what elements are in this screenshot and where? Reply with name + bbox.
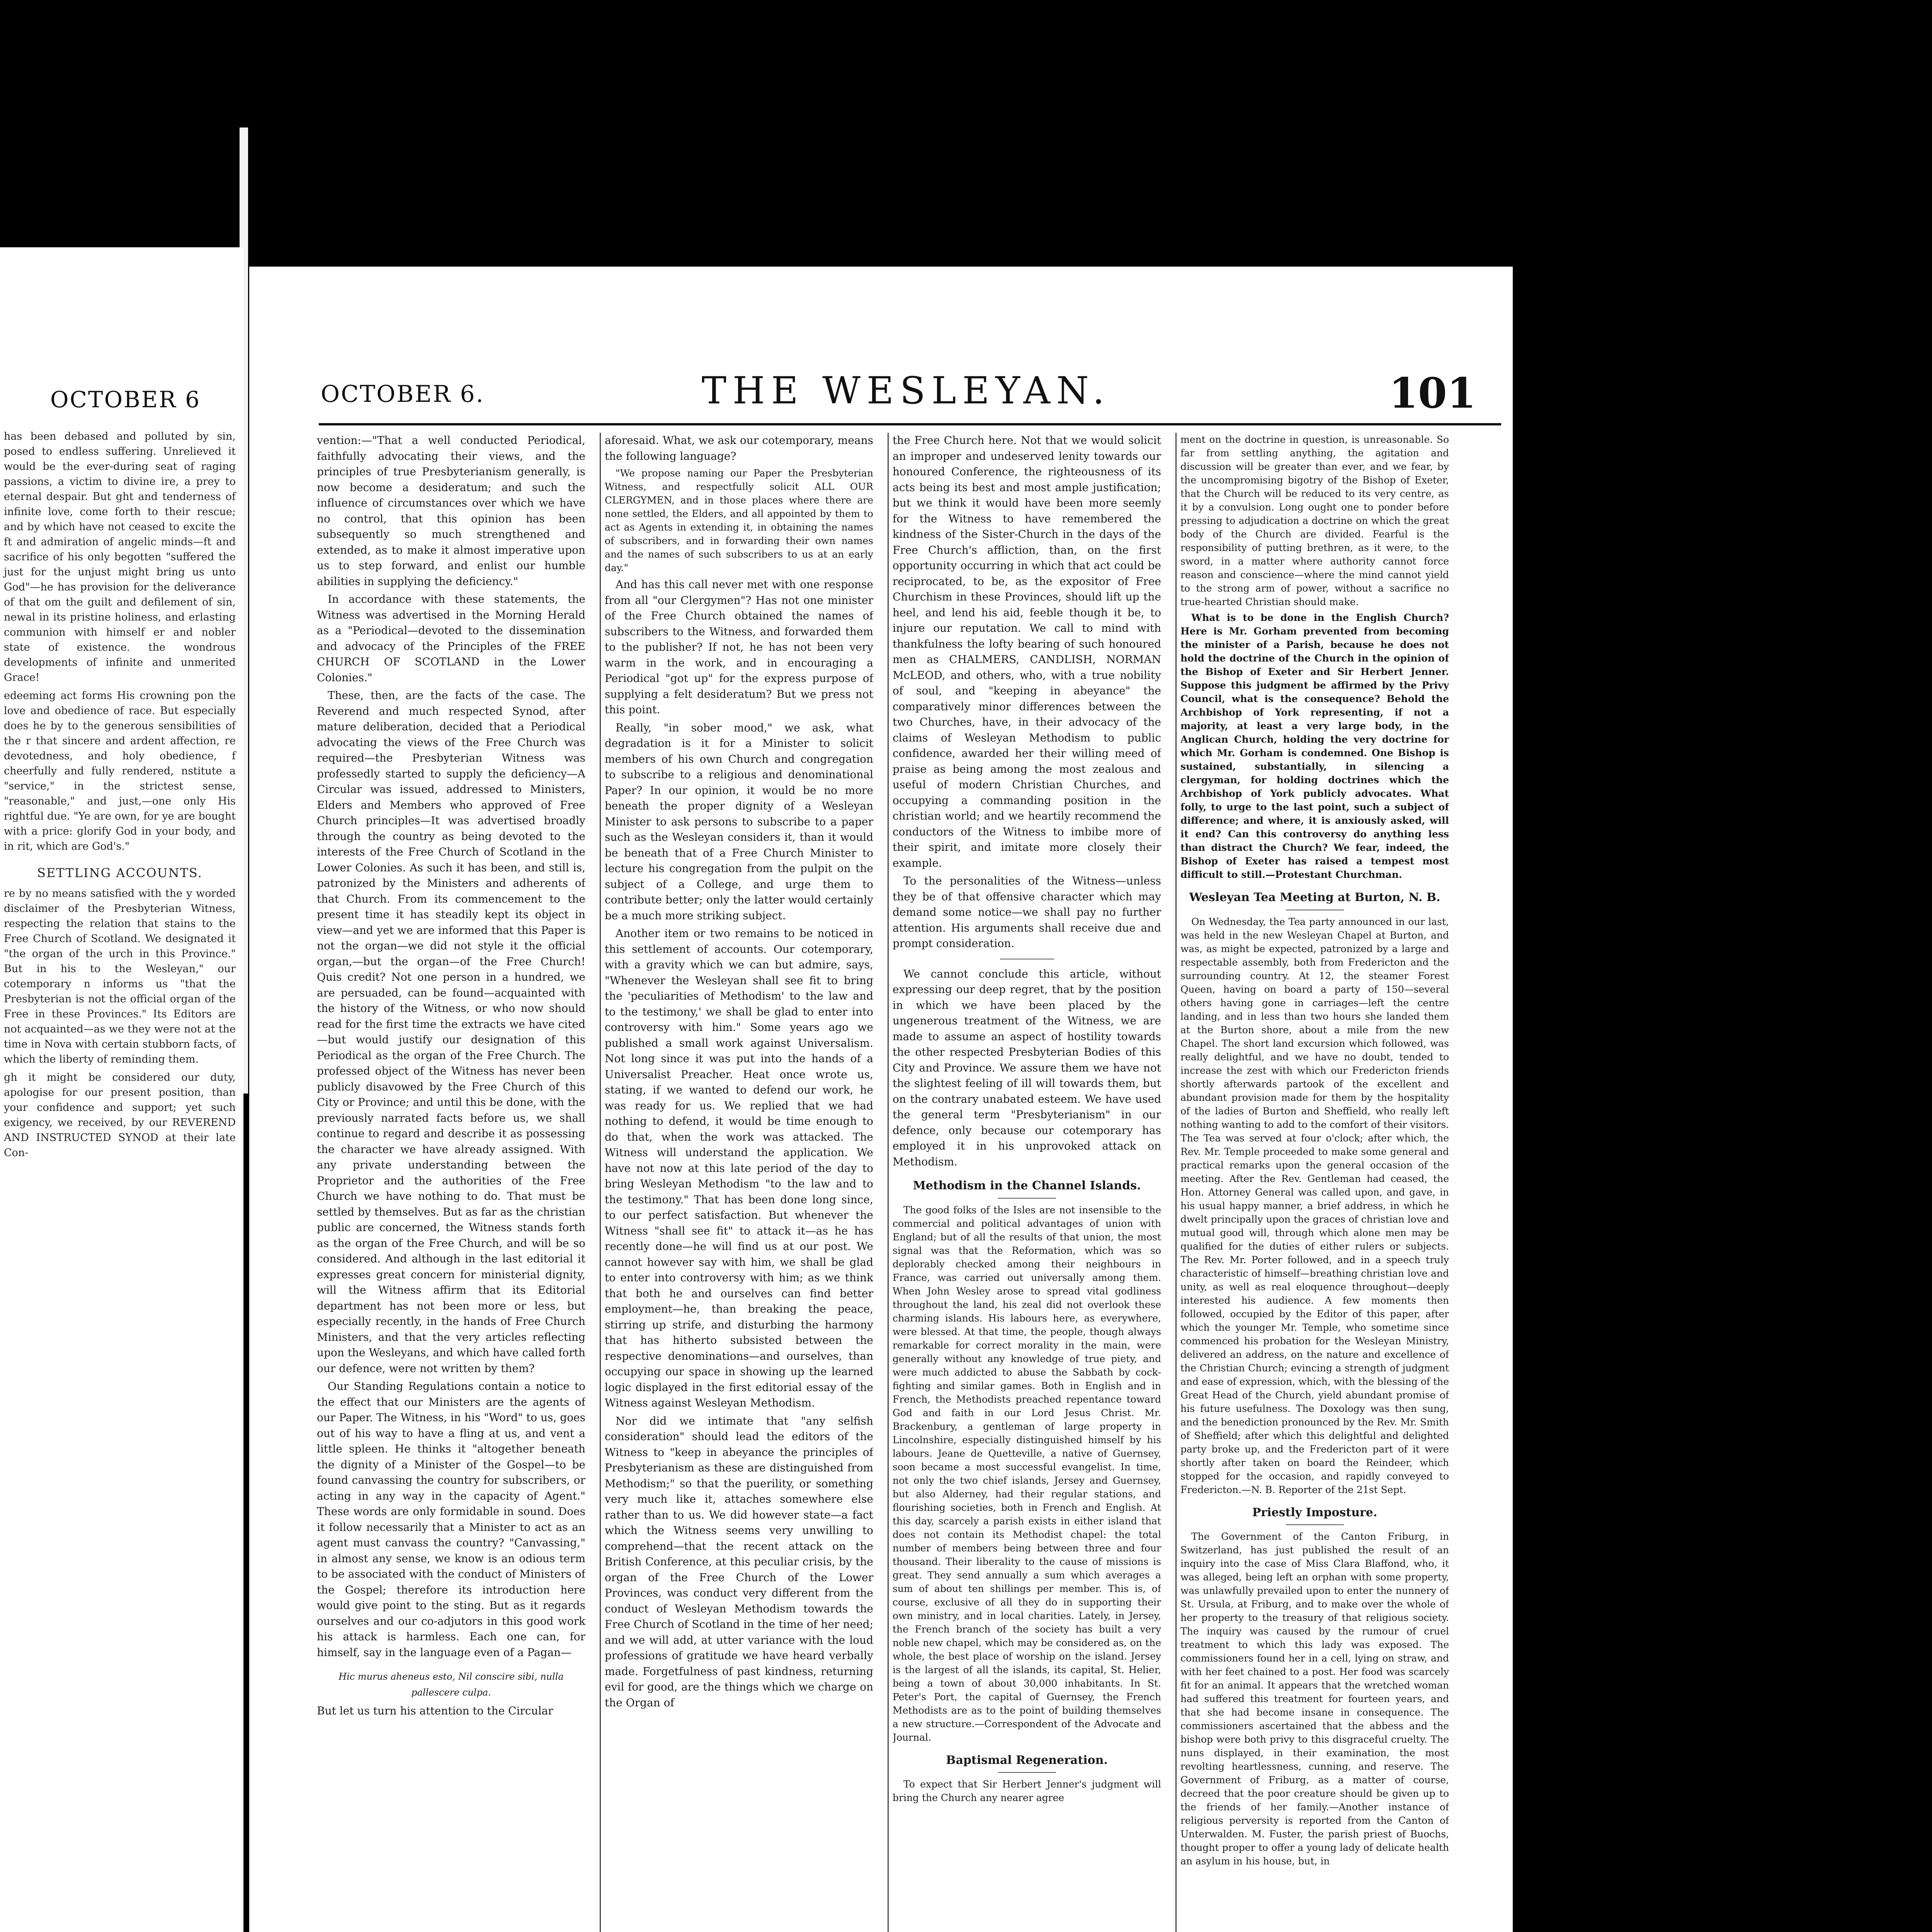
article-heading: Priestly Imposture. — [1180, 1505, 1449, 1526]
facing-page-body — [4, 429, 236, 1163]
masthead — [321, 369, 1492, 418]
article-paragraph: Really, "in sober mood," we ask, what degradation is it for a Minister to solicit members of his own Church and congregation to subscribe to a religious and denominational Paper? In our opinion, it would be no more beneath the proper dignity of a Wesleyan Minister to ask persons to subscribe to a paper such as the Wesleyan considers it, than it would be beneath that of a Free Church Minister to lecture his congregation from the pulpit on the subject of a College, and urge them to contribute better; only the latter would certainly be a much more striking subject. — [605, 721, 873, 922]
article-paragraph: To the personalities of the Witness—unless they be of that offensive character which may demand some notice—we shall pay no further attention. His arguments shall receive due and prompt consideration. — [893, 874, 1161, 950]
newspaper-title: THE WESLEYAN. — [701, 369, 1111, 412]
masthead-rule — [319, 423, 1501, 425]
facing-page-header: OCTOBER 6 — [50, 386, 201, 413]
article-paragraph: Another item or two remains to be noticed in this settlement of accounts. Our cotemporary, with a gravity which we can but admire, says, "Whenever the Wesleyan shall see fit to bring the 'peculiarities of Methodism' to the law and to the testimony,' we shall be glad to enter into controversy with him." Some years ago we published a small work against Universalism. Not long since it was put into the hands of a Universalist Preacher. Heat once wrote us, stating, if we wanted to defend our work, he was ready for us. We replied that we had nothing to defend, it would be time enough to do that, when the work was attacked. The Witness will understand the application. We have not now at this late period of the day to bring Wesleyan Methodism "to the law and to the testimony." That has been done long since, to our perfect satisfaction. But whenever the Witness "shall see fit" to attack it—as he has recently done—he will find us at our post. We cannot however say with him, we shall be glad to enter into controversy with him; as we think that both he and ourselves can find better employment—he, than breaking the peace, stirring up strife, and disturbing the harmony that has hitherto subsisted between the respective denominations—and ourselves, than occupying our space in showing up the learned logic displayed in the first editorial essay of the Witness against Wesleyan Methodism. — [605, 927, 873, 1409]
column-4 — [1180, 433, 1449, 1932]
newspaper-page — [249, 267, 1513, 1932]
article-heading: Wesleyan Tea Meeting at Burton, N. B. — [1180, 890, 1449, 910]
facing-page-section-heading: SETTLING ACCOUNTS. — [37, 866, 202, 880]
article-paragraph: And has this call never met with one response from all "our Clergymen"? Has not one minister of the Free Church obtained the names of subscribers to the Witness, and forwarded them to the publisher? If not, he has not been very warm in the work, and in encouraging a Periodical "got up" for the express purpose of supplying a felt desideratum? But we press not this point. — [605, 578, 873, 716]
article-paragraph: Our Standing Regulations contain a notice to the effect that our Ministers are the agents of our Paper. The Witness, in his "Word" to us, goes out of his way to have a fling at us, and vent a little spleen. He thinks it "altogether beneath the dignity of a Minister of the Gospel—to be found canvassing the country for subscribers, or acting in any way in the capacity of Agent." These words are only formidable in sound. Does it follow necessarily that a Minister to act as an agent must canvass the country? "Canvassing," in almost any sense, we know is an odious term to be associated with the conduct of Ministers of the Gospel; therefore its introduction here would give point to the sting. But as it regards ourselves and our co-adjutors in this good work his attack is harmless. Each one can, for himself, say in the language even of a Pagan— — [317, 1380, 585, 1659]
article-heading: Baptismal Regeneration. — [893, 1753, 1161, 1773]
column-divider — [600, 433, 601, 1932]
article-paragraph: But let us turn his attention to the Circular — [317, 1704, 553, 1717]
latin-quotation: Hic murus aheneus esto, Nil conscire sibi, nulla pallescere culpa. — [338, 1671, 564, 1698]
facing-page-paragraph: has been debased and polluted by sin, posed to endless suffering. Unrelieved it would be the ever-during seat of raging passions, a victim to divine ire, a prey to eternal despair. But ght and tenderness of infinite love, come forth to their rescue; and by which have not ceased to excite the ft and admiration of angelic minds—ft and sacrifice of his only begotten "suffered the just for the unjust might bring us unto God"—he has provision for the deliverance of that om the guilt and defilement of sin, newal in its pristine holiness, and erlasting communion with himself er and nobler state of existence. the wondrous developments of infinite and unmerited Grace! — [4, 430, 236, 684]
facing-page-fragment — [0, 247, 243, 1932]
column-divider — [1175, 433, 1177, 1932]
column-2 — [605, 433, 873, 1932]
article-paragraph: The Government of the Canton Friburg, in Switzerland, has just published the result of an inquiry into the case of Miss Clara Blaffond, who, it was alleged, being left an orphan with some property, was unlawfully prevailed upon to enter the nunnery of St. Ursula, at Friburg, and to make over the whole of her property to the treasury of that religious society. The inquiry was caused by the rumour of cruel treatment to which this lady was exposed. The commissioners found her in a cell, lying on straw, and with her feet chained to a post. Her food was scarcely fit for an animal. It appears that the wretched woman had suffered this treatment for fourteen years, and that she had become insane in consequence. The commissioners ascertained that the abbess and the bishop were both privy to this disgraceful cruelty. The nuns displayed, in their examination, the most revolting heartlessness, cunning, and reserve. The Government of Friburg, as a matter of course, decreed that the poor creature should be given up to the friends of her family.—Another instance of religious perversity is reported from the Canton of Unterwalden. M. Fuster, the parish priest of Buochs, thought proper to offer a young lady of delicate health an asylum in his house, but, in — [1180, 1531, 1449, 1867]
article-paragraph: We cannot conclude this article, without expressing our deep regret, that by the position in which we have been placed by the ungenerous treatment of the Witness, we are made to assume an aspect of hostility towards the other respected Presbyterian Bodies of this City and Province. We assure them we have not the slightest feeling of ill will towards them, but on the contrary unabated esteem. We have used the general term "Presbyterianism" in our defence, only because our cotemporary has employed it in his unprovoked attack on Methodism. — [893, 967, 1161, 1168]
issue-date: OCTOBER 6. — [321, 381, 485, 408]
column-1 — [317, 433, 585, 1932]
article-heading: Methodism in the Channel Islands. — [893, 1178, 1161, 1199]
article-paragraph: vention:—"That a well conducted Periodical, faithfully advocating their views, and the principles of true Presbyterianism generally, is now become a desideratum; and such the influence of circumstances over which we have no control, that this opinion has been subsequently so much strengthened and extended, as to make it almost imperative upon us to step forward, and enlist our humble abilities in supplying the deficiency." — [317, 434, 585, 588]
article-paragraph: These, then, are the facts of the case. The Reverend and much respected Synod, after mature deliberation, decided that a Periodical advocating the views of the Free Church was required—the Presbyterian Witness was professedly started to supply the deficiency—A Circular was issued, addressed to Ministers, Elders and Members who approved of Free Church principles—It was advertised broadly through the country as being devoted to the interests of the Free Church of Scotland in the Lower Colonies. As such it has been, and still is, patronized by the Ministers and adherents of that Church. From its commencement to the present time it has steadily kept its object in view—and yet we are informed that this Paper is not the organ—we did not style it the official organ,—but the organ—of the Free Church! Quis credit? Not one person in a hundred, we are persuaded, can be found—acquainted with the history of the Witness, or who now should read for the first time the extracts we have cited—but would justify our designation of this Periodical as the organ of the Free Church. The professed object of the Witness has never been publicly disavowed by the Free Church of this City or Province; and until this be done, with the previously narrated facts before us, we shall continue to regard and describe it as possessing the character we have already assigned. With any private understanding between the Proprietor and the authorities of the Free Church we have nothing to do. That must be settled by themselves. But as far as the christian public are concerned, the Witness stands forth as the organ of the Free Church, and will be so considered. And although in the last editorial it expresses great concern for ministerial dignity, will the Witness affirm that its Editorial department has not been more or less, but especially recently, in the hands of Free Church Ministers, and that the very articles reflecting upon the Wesleyans, and which have called forth our defence, were not written by them? — [317, 689, 585, 1375]
article-paragraph: On Wednesday, the Tea party announced in our last, was held in the new Wesleyan Chapel at Burton, and was, as might be expected, patronized by a large and respectable assembly, both from Fredericton and the surrounding country. At 12, the steamer Forest Queen, having on board a party of 150—several others having gone in carriages—left the centre landing, and in less than two hours she landed them at the Burton shore, about a mile from the new Chapel. The short land excursion which followed, was really delightful, and we have no doubt, tended to increase the zest with which our Fredericton friends shortly afterwards partook of the excellent and abundant provision made for them by the hospitality of the ladies of Burton and Sheffield, who really left nothing wanting to add to the comfort of their visitors. The Tea was served at four o'clock; after which, the Rev. Mr. Temple proceeded to make some general and practical remarks upon the general occasion of the meeting. After the Rev. Gentleman had ceased, the Hon. Attorney General was called upon, and gave, in his usual happy manner, a brief address, in which he dwelt principally upon the graces of christian love and mutual good will, through which alone men may be qualified for the duties of either rulers or subjects. The Rev. Mr. Porter followed, and in a speech truly characteristic of himself—breathing christian love and unity, as well as real eloquence throughout—deeply interested his audience. A few moments then followed, occupied by the Editor of this paper, after which the younger Mr. Temple, who sometime since commenced his probation for the Wesleyan Ministry, delivered an address, on the nature and excellence of the Christian Church; evincing a strength of judgment and ease of expression, which, with the blessing of the Great Head of the Church, yield abundant promise of his future usefulness. The Doxology was then sung, and the benediction pronounced by the Rev. Mr. Smith of Sheffield; after which this delightful and delighted party broke up, and the Fredericton part of it were shortly after taken on board the Reindeer, which stopped for the occasion, and rapidly conveyed to Fredericton.—N. B. Reporter of the 21st Sept. — [1180, 916, 1449, 1495]
article-paragraph: To expect that Sir Herbert Jenner's judgment will bring the Church any nearer agree — [893, 1779, 1161, 1803]
article-paragraph: the Free Church here. Not that we would solicit an improper and undeserved lenity towards our honoured Conference, the righteousness of its acts being its best and most ample justification; but we think it would have been more seemly for the Witness to have remembered the kindness of the Sister-Church in the days of the Free Church's affliction, than, on the first opportunity occurring in which that act could be reciprocated, to be, as the expositor of Free Churchism in these Provinces, should lift up the heel, and lend his aid, feeble though it be, to injure our reputation. We call to mind with thankfulness the lofty bearing of such honoured men as CHALMERS, CANDLISH, NORMAN McLEOD, and others, who, with a true nobility of soul, and "keeping in abeyance" the comparatively minor differences between the two Churches, have, in their advocacy of the claims of Wesleyan Methodism to public confidence, awarded her their willing meed of praise as being among the most zealous and useful of modern Christian Churches, and occupying a commanding position in the christian world; and we heartily recommend the conductors of the Witness to imbibe more of their spirit, and imitate more closely their example. — [893, 434, 1161, 869]
page-number: 101 — [1389, 369, 1476, 418]
article-paragraph: aforesaid. What, we ask our cotemporary, means the following language? — [605, 434, 873, 463]
quoted-circular: "We propose naming our Paper the Presbyterian Witness, and respectfully solicit ALL OUR CLERGYMEN, and in those places where there are none settled, the Elders, and all appointed by them to act as Agents in extending it, in obtaining the names of subscribers, and in forwarding their own names and the names of such subscribers to us at an early day." — [605, 468, 873, 573]
article-paragraph: What is to be done in the English Church? Here is Mr. Gorham prevented from becoming the minister of a Parish, because he does not hold the doctrine of the Church in the opinion of the Bishop of Exeter and Sir Herbert Jenner. Suppose this judgment be affirmed by the Privy Council, what is the consequence? Behold the Archbishop of York representing, if not a majority, at least a very large body, in the Anglican Church, holding the very doctrine for which Mr. Gorham is condemned. One Bishop is sustained, substantially, in silencing a clergyman, for holding doctrines which the Archbishop of York publicly advocates. What folly, to urge to the last point, such a subject of difference; and where, it is anxiously asked, will it end? Can this controversy do anything less than distract the Church? We fear, indeed, the Bishop of Exeter has raised a tempest most difficult to still.—Protestant Churchman. — [1180, 612, 1449, 880]
article-paragraph: The good folks of the Isles are not insensible to the commercial and political advantages of union with England; but of all the results of that union, the most signal was that the Reformation, which was so deplorably checked among their neighbours in France, was carried out universally among them. When John Wesley arose to spread vital godliness throughout the land, his zeal did not overlook these charming islands. His labours here, as everywhere, were blessed. At that time, the people, though always remarkable for correct morality in the main, were generally without any knowledge of true piety, and were much addicted to abuse the Sabbath by cock-fighting and similar games. Both in English and in French, the Methodists preached repentance toward God and faith in our Lord Jesus Christ. Mr. Brackenbury, a gentleman of large property in Lincolnshire, especially distinguished himself by his labours. Jeane de Quetteville, a native of Guernsey, soon became a most successful evangelist. In time, not only the two chief islands, Jersey and Guernsey, but also Alderney, had their regular stations, and flourishing societies, both in French and English. At this day, scarcely a parish exists in either island that does not contain its Methodist chapel: the total number of members being between three and four thousand. Their liberality to the cause of missions is great. They send annually a sum which averages a sum of about ten shillings per member. This is, of course, exclusive of all they do in supporting their own ministry, and in local charities. Lately, in Jersey, the French branch of the society has built a very noble new chapel, which may be considered as, on the whole, the best place of worship on the island. Jersey is the largest of all the islands, its capital, St. Helier, being a town of about 30,000 inhabitants. In St. Peter's Port, the capital of Guernsey, the French Methodists are as to the point of building themselves a new structure.—Correspondent of the Advocate and Journal. — [893, 1204, 1161, 1743]
column-3 — [893, 433, 1161, 1932]
column-divider — [888, 433, 889, 1932]
article-paragraph: In accordance with these statements, the Witness was advertised in the Morning Herald as a "Periodical—devoted to the dissemination and advocacy of the Principles of the FREE CHURCH OF SCOTLAND in the Lower Colonies." — [317, 593, 585, 684]
article-paragraph: Nor did we intimate that "any selfish consideration" should lead the editors of the Witness to "keep in abeyance the principles of Presbyterianism as these are distinguished from Methodism;" so that the puerility, or something very much like it, attaches somewhere else rather than to us. We did however state—a fact which the Witness seems very unwilling to comprehend—that the recent attack on the British Conference, at this peculiar crisis, by the organ of the Free Church of the Lower Provinces, was conduct very different from the conduct of Wesleyan Methodism towards the Free Church of Scotland in the time of her need; and we will add, at utter variance with the loud professions of gratitude we have heard verbally made. Forgetfulness of past kindness, returning evil for good, are the things which we charge on the Organ of — [605, 1414, 873, 1709]
facing-page-paragraph: gh it might be considered our duty, apologise for our present position, than your confidence and support; yet such exigency, we received, by our REVEREND AND INSTRUCTED SYNOD at their late Con- — [4, 1071, 236, 1159]
facing-page-paragraph: re by no means satisfied with the y worded disclaimer of the Presbyterian Witness, respecting the relation that stains to the Free Church of Scotland. We designated it "the organ of the urch in this Province." But in his to the Wesleyan," our cotemporary n informs us "that the Presbyterian is not the official organ of the Free in these Provinces." Its Editors are not acquainted—as we they were not at the time in Nova with certain stubborn facts, of which the liberty of reminding them. — [4, 888, 236, 1065]
facing-page-paragraph: edeeming act forms His crowning pon the love and obedience of race. But especially does he by to the generous sensibilities of the r that sincere and ardent affection, re devotedness, and holy obedience, f cheerfully and fully rendered, nstitute a "service," in the strictest sense, "reasonable," and just,—one only His rightful due. "Ye are own, for ye are bought with a price: glorify God in your body, and in rit, which are God's." — [4, 690, 236, 852]
article-paragraph: ment on the doctrine in question, is unreasonable. So far from settling anything, the agitation and discussion will be greater than ever, and we fear, by the uncompromising bigotry of the Bishop of Exeter, that the Church will be reduced to its very centre, as it by a convulsion. Long ought one to ponder before pressing to adjudication a doctrine on which the great body of the Church are divided. Fearful is the responsibility of putting brethren, as it were, to the sword, in a matter where authority cannot force reason and conscience—where the mind cannot yield to the strong arm of power, without a sacrifice no true-hearted Christian should make. — [1180, 434, 1449, 607]
